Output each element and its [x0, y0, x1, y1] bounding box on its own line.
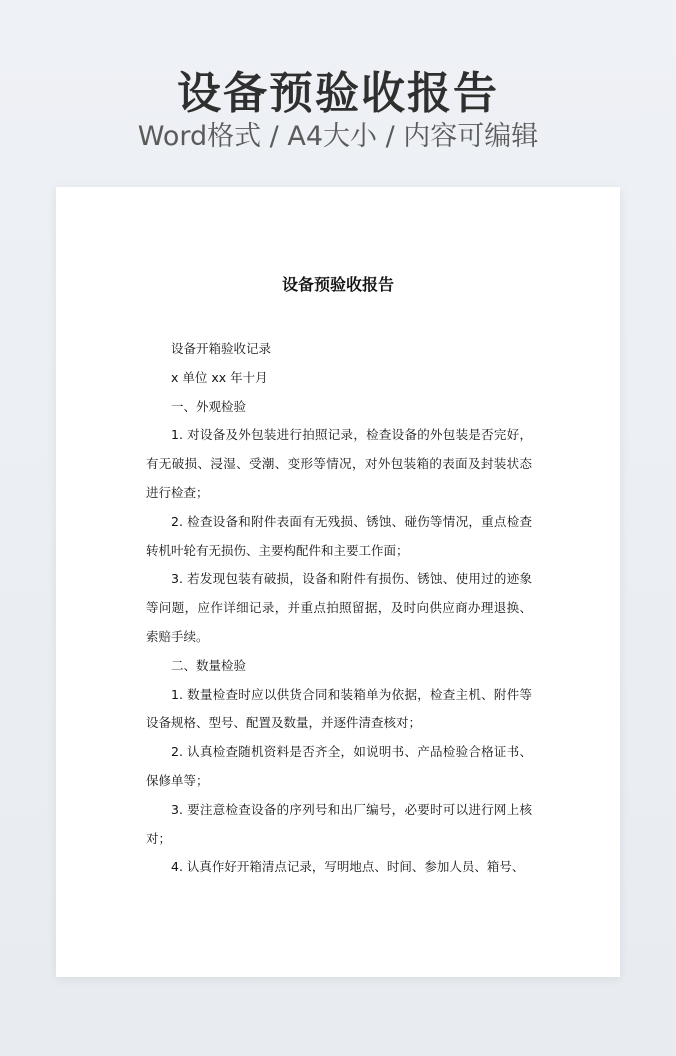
section-heading-appearance: 一、外观检验	[171, 398, 247, 414]
paragraph-quantity-3: 3. 要注意检查设备的序列号和出厂编号，必要时可以进行网上核对；	[146, 801, 532, 846]
paragraph-quantity-1: 1. 数量检查时应以供货合同和装箱单为依据，检查主机、附件等设备规格、型号、配置及数量，并逐件清查核对；	[146, 686, 532, 731]
paragraph-quantity-4: 4. 认真作好开箱清点记录，写明地点、时间、参加人员、箱号、	[171, 859, 525, 875]
document-title: 设备预验收报告	[281, 275, 394, 294]
paragraph-appearance-1: 1. 对设备及外包装进行拍照记录，检查设备的外包装是否完好，有无破损、浸湿、受潮、变形等情况，对外包装箱的表面及封装状态进行检查；	[146, 427, 532, 500]
paragraph-record-title: 设备开箱验收记录	[171, 341, 272, 356]
paragraph-unit-date: x 单位 xx 年十月	[171, 369, 268, 385]
paragraph-quantity-2: 2. 认真检查随机资料是否齐全，如说明书、产品检验合格证书、保修单等；	[146, 744, 532, 788]
section-heading-quantity: 二、数量检验	[171, 657, 247, 673]
banner-title: 设备预验收报告	[177, 68, 499, 119]
document-body	[146, 335, 532, 882]
paragraph-appearance-3: 3. 若发现包装有破损，设备和附件有损伤、锈蚀、使用过的迹象等问题，应作详细记录，并重点拍照留据，及时向供应商办理退换、索赔手续。	[146, 571, 532, 644]
document-page	[56, 187, 620, 977]
banner-subtitle: Word格式 / A4大小 / 内容可编辑	[137, 121, 539, 152]
paragraph-appearance-2: 2. 检查设备和附件表面有无残损、锈蚀、碰伤等情况，重点检查转机叶轮有无损伤、主要构配件和主要工作面；	[146, 513, 532, 558]
banner	[0, 0, 676, 180]
